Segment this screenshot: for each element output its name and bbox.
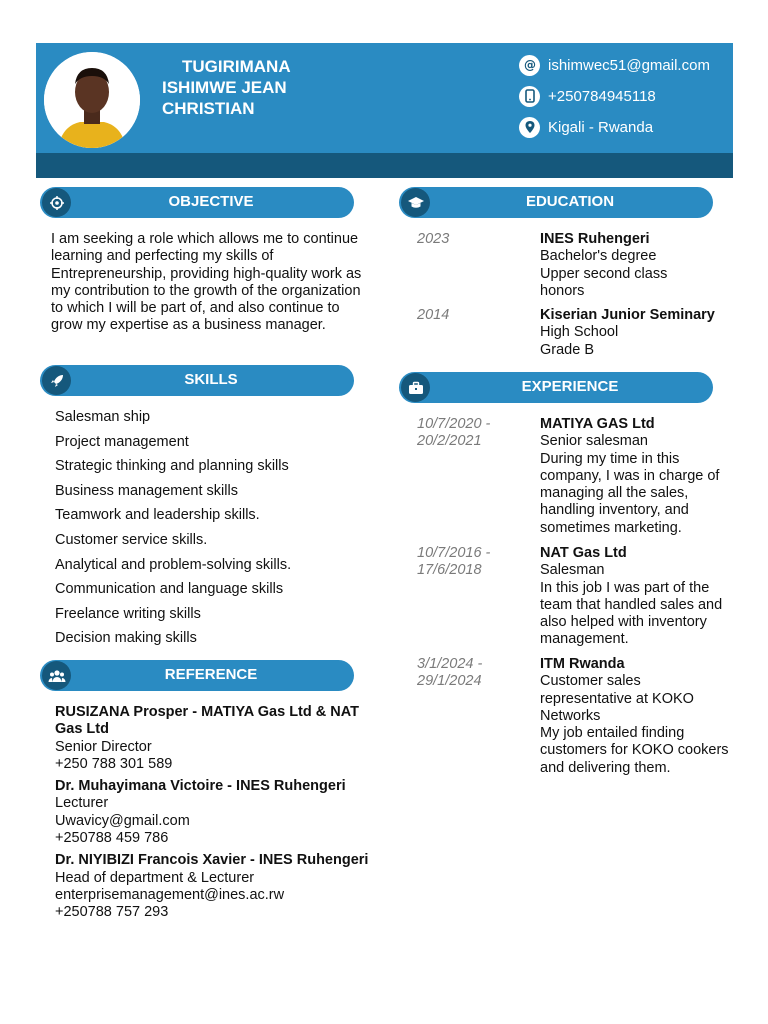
- experience-description: My job entailed finding customers for KOKO cookers and delivering them.: [540, 725, 729, 776]
- education-school: INES Ruhengeri: [540, 231, 650, 247]
- location-text: Kigali - Rwanda: [548, 118, 654, 136]
- reference-line: +250788 757 293: [55, 904, 169, 921]
- experience-date: [417, 545, 527, 580]
- profile-photo: [44, 52, 140, 148]
- experience-date-to: 17/6/2018: [417, 562, 482, 579]
- education-title: EDUCATION: [525, 193, 615, 210]
- experience-heading: [399, 372, 713, 403]
- experience-date-from: 3/1/2024 -: [417, 656, 483, 672]
- reference-email[interactable]: enterprisemanagement@ines.ac.rw: [55, 886, 285, 903]
- skill-item: Customer service skills.: [55, 531, 208, 548]
- experience-date-to: 20/2/2021: [417, 433, 482, 450]
- reference-heading: [40, 660, 354, 691]
- reference-line: Lecturer: [55, 795, 109, 812]
- reference-line: Senior Director: [55, 738, 152, 755]
- education-date: 2023: [417, 231, 450, 247]
- experience-title: EXPERIENCE: [521, 378, 619, 395]
- reference-name: Dr. Muhayimana Victoire - INES Ruhengeri: [55, 778, 346, 795]
- skill-item: Decision making skills: [55, 630, 197, 647]
- skills-heading: [40, 365, 354, 396]
- name-line-3: CHRISTIAN: [162, 99, 255, 118]
- svg-text:@: @: [523, 58, 536, 72]
- skill-item: Salesman ship: [55, 409, 151, 425]
- experience-date-from: 10/7/2016 -: [417, 545, 491, 561]
- education-date: 2014: [417, 307, 450, 323]
- experience-date-from: 10/7/2020 -: [417, 416, 491, 432]
- phone-text[interactable]: +250784945118: [548, 87, 656, 105]
- location-pin-icon: [519, 117, 540, 138]
- experience-role: Customer sales representative at KOKO Networks: [540, 673, 694, 724]
- experience-company: NAT Gas Ltd: [540, 545, 627, 561]
- phone-icon: [519, 86, 540, 107]
- skill-item: Analytical and problem-solving skills.: [55, 556, 292, 573]
- contact-email[interactable]: [519, 54, 710, 76]
- header-band: [36, 153, 733, 178]
- skill-item: Business management skills: [55, 482, 238, 499]
- objective-title: OBJECTIVE: [168, 193, 254, 210]
- experience-date: [417, 416, 527, 451]
- experience-company: ITM Rwanda: [540, 656, 625, 672]
- reference-name: Dr. NIYIBIZI Francois Xavier - INES Ruhengeri: [55, 852, 369, 869]
- at-sign-icon: [519, 55, 540, 76]
- education-line: Upper second class: [540, 265, 668, 282]
- reference-item: [55, 852, 375, 921]
- name-line-2: ISHIMWE JEAN: [162, 78, 287, 97]
- skill-item: Freelance writing skills: [55, 605, 201, 622]
- skill-item: Communication and language skills: [55, 581, 284, 598]
- reference-item: [55, 704, 375, 773]
- education-line: Grade B: [540, 341, 594, 358]
- reference-title: REFERENCE: [164, 666, 258, 683]
- reference-email[interactable]: Uwavicy@gmail.com: [55, 812, 190, 829]
- education-line: honors: [540, 282, 585, 299]
- skill-item: Teamwork and leadership skills.: [55, 507, 260, 524]
- reference-item: [55, 778, 375, 847]
- education-line: Bachelor's degree: [540, 248, 657, 265]
- reference-list: [55, 704, 375, 927]
- reference-line: +250788 459 786: [55, 830, 169, 847]
- reference-line: +250 788 301 589: [55, 755, 173, 772]
- education-school: Kiserian Junior Seminary: [540, 307, 715, 323]
- experience-description: During my time in this company, I was in charge of managing all the sales, handling inventory, and sometimes marketing.: [540, 450, 720, 536]
- reference-line: Head of department & Lecturer: [55, 869, 255, 886]
- experience-company: MATIYA GAS Ltd: [540, 416, 655, 432]
- experience-date: [417, 656, 527, 691]
- skills-title: SKILLS: [184, 371, 238, 388]
- avatar-icon: [44, 52, 140, 148]
- skills-list: [55, 408, 291, 654]
- skill-item: Strategic thinking and planning skills: [55, 458, 289, 475]
- email-text[interactable]: ishimwec51@gmail.com: [548, 56, 710, 74]
- experience-role: Salesman: [540, 562, 605, 579]
- skill-item: Project management: [55, 433, 189, 450]
- experience-role: Senior salesman: [540, 433, 648, 450]
- contact-location: [519, 116, 653, 138]
- experience-date-to: 29/1/2024: [417, 673, 482, 690]
- reference-name: RUSIZANA Prosper - MATIYA Gas Ltd & NAT Gas Ltd: [55, 704, 359, 738]
- experience-description: In this job I was part of the team that handled sales and also helped with inventory management.: [540, 579, 723, 648]
- full-name: [162, 56, 332, 119]
- education-heading: [399, 187, 713, 218]
- contact-phone[interactable]: [519, 85, 656, 107]
- name-line-1: TUGIRIMANA: [182, 57, 291, 76]
- objective-text: I am seeking a role which allows me to continue learning and perfecting my skills of Entrepreneurship, providing high-quality work as my contribution to the growth of the organization to which I will be part of, and also continue to grow my expertise as a business manager.: [51, 231, 362, 334]
- education-line: High School: [540, 324, 619, 341]
- objective-heading: [40, 187, 354, 218]
